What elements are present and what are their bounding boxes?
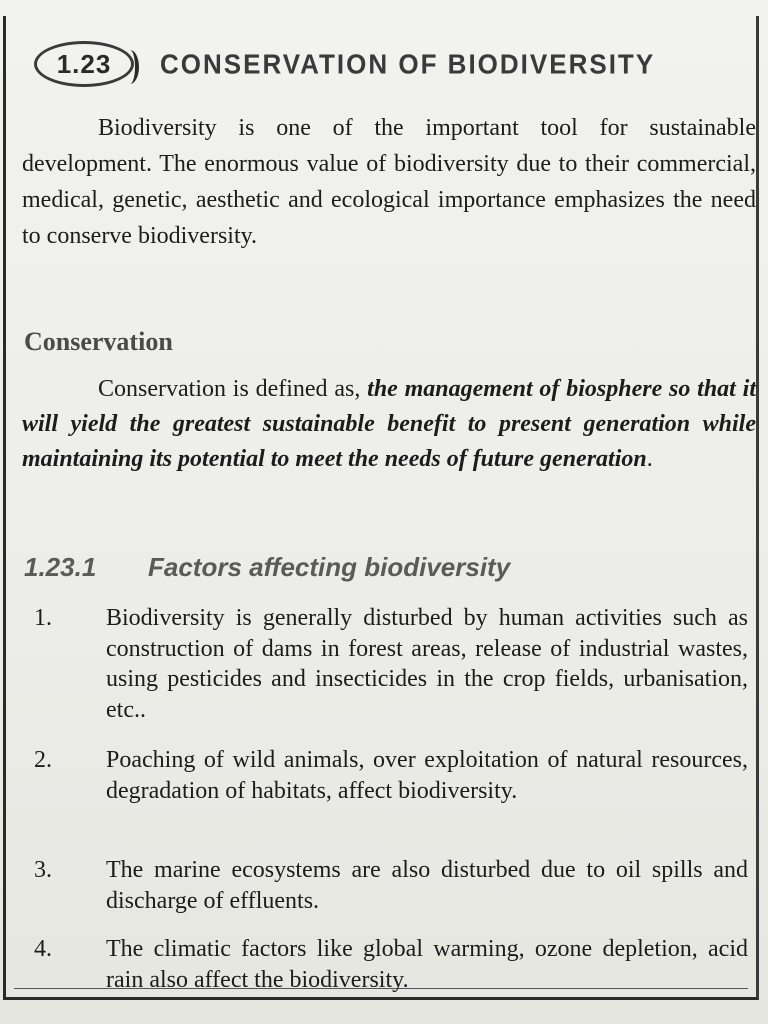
conservation-definition: the management of biosphere so that it will yield the greatest sustainable benefit to present generation while maintaining its potential to meet the needs of future generation — [22, 376, 756, 472]
list-number: 4. — [34, 936, 52, 962]
list-item — [34, 855, 748, 916]
intro-paragraph — [22, 110, 756, 254]
section-title: CONSERVATION OF BIODIVERSITY — [160, 47, 656, 80]
list-item — [34, 603, 748, 725]
list-item — [34, 934, 748, 995]
factors-title: Factors affecting biodiversity — [148, 552, 511, 582]
list-text: Poaching of wild animals, over exploitation of natural resources, degradation of habitats, affect biodiversity. — [106, 747, 748, 804]
conservation-heading: Conservation — [24, 327, 173, 356]
factors-heading — [24, 552, 510, 583]
list-number: 2. — [34, 747, 52, 773]
list-text: The marine ecosystems are also disturbed due to oil spills and discharge of effluents. — [106, 857, 748, 914]
list-number: 1. — [34, 605, 52, 631]
section-number-badge: 1.23 — [34, 41, 134, 87]
intro-text: Biodiversity is one of the important tool for sustainable development. The enormous value of biodiversity due to their commercial, medical, genetic, aesthetic and ecological importance emphasizes the need to conserve biodiversity. — [22, 115, 756, 249]
conservation-end: . — [646, 446, 653, 472]
list-number: 3. — [34, 857, 52, 883]
factors-number: 1.23.1 — [24, 552, 97, 582]
section-heading — [34, 38, 655, 90]
list-item — [34, 745, 748, 806]
conservation-lead: Conservation is defined as, — [98, 376, 368, 402]
list-text: Biodiversity is generally disturbed by human activities such as construction of dams in forest areas, release of industrial wastes, using pesticides and insecticides in the crop fields, urbanisation, etc.. — [106, 605, 748, 723]
conservation-paragraph — [22, 372, 756, 477]
list-text: The climatic factors like global warming, ozone depletion, acid rain also affect the biodiversity. — [106, 936, 748, 993]
